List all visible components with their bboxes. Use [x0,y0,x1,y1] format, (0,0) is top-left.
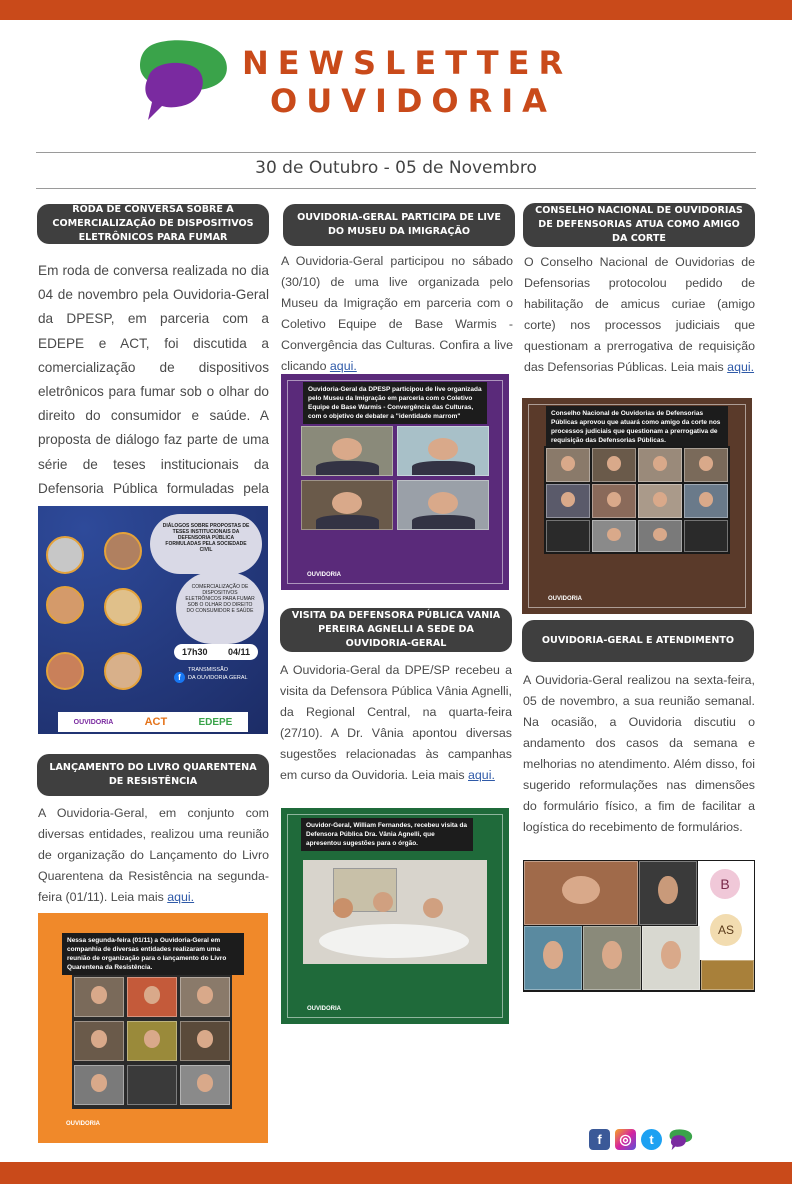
article-visita-body [280,660,512,786]
partner-logos-strip [58,712,248,732]
event-date: 04/11 [227,647,250,657]
live-transmission-label [174,666,258,688]
heading-visita-defensora: VISITA DA DEFENSORA PÚBLICA VANIA PEREIRA AGNELLI A SEDE DA OUVIDORIA-GERAL [280,608,512,652]
event-time: 17h30 [182,647,208,657]
article-atendimento-body: A Ouvidoria-Geral realizou na sexta-feira, 05 de novembro, a sua reunião semanal. Na ocasião, a Ouvidoria discutiu o andamento dos casos da semana e melhorias no atendimento. Além disso, foi sugerido reformulações nas dimensões do formulário físico, a fim de facilitar a logística do recebimento de formulários. [523,673,755,834]
bottom-accent-bar [0,1162,792,1184]
speaker-photo [104,532,142,570]
image-caption: Nessa segunda-feira (01/11) a Ouvidoria-Geral em companhia de diversas entidades realizaram uma reunião de organização para o lançamento do Livro Quarentena da Resistência. [62,933,244,975]
avatar: AS [710,914,742,946]
ouvidoria-logo-icon [134,38,234,124]
image-caption: Conselho Nacional de Ouvidorias de Defensorias Públicas aprovou que atuará como amigo da corte nos processos judiciais que questionam a prerrogativa de requisição das Defensorias Públicas. [546,406,728,448]
speaker-photo [46,586,84,624]
article-live-museu-body [281,251,513,377]
title-line-1: NEWSLETTER [242,44,573,82]
article-link-aqui[interactable]: aqui. [468,768,495,782]
newsletter-title [242,44,622,120]
live-line-1: TRANSMISSÃO [188,667,229,673]
video-call-grid [544,446,730,554]
visita-defensora-image [281,808,509,1024]
ouvidoria-chat-icon[interactable] [668,1128,694,1152]
article-text: A Ouvidoria-Geral, em conjunto com diversas entidades, realizou uma reunião de organização do Lançamento do Livro Quarentena da Resistência na segunda-feira (01/11). Leia mais [38,806,269,904]
speaker-photo [104,652,142,690]
video-call-grid [72,975,232,1109]
heading-roda-de-conversa: RODA DE CONVERSA SOBRE A COMERCIALIZAÇÃO DE DISPOSITIVOS ELETRÔNICOS PARA FUMAR [37,204,269,244]
heading-lancamento-livro: LANÇAMENTO DO LIVRO QUARENTENA DE RESISTÊNCIA [37,754,269,796]
logo-ouvidoria: OUVIDORIA [73,718,114,726]
article-text: Em roda de conversa realizada no dia 04 de novembro pela Ouvidoria-Geral da DPESP, em parceria com a EDEPE e ACT, foi discutida a comercialização de dispositivos eletrônicos para fumar sob o olhar do direito do consumidor e saúde. A proposta de diálogo faz parte de uma série de teses institucionais da Defensoria Pública formuladas pela [38,263,269,496]
lancamento-livro-image [38,913,268,1143]
heading-conselho-nacional: CONSELHO NACIONAL DE OUVIDORIAS DE DEFENSORIAS ATUA COMO AMIGO DA CORTE [523,203,755,247]
facebook-icon: f [174,672,185,683]
image-brand: OUVIDORIA [307,572,342,578]
article-conselho-body [524,252,755,378]
image-brand: OUVIDORIA [548,596,583,602]
image-brand: OUVIDORIA [66,1121,101,1127]
article-link-aqui[interactable]: aqui. [167,890,195,904]
logo-act: ACT [144,716,168,728]
article-lancamento-body [38,803,269,908]
article-text: O Conselho Nacional de Ouvidorias de Defensorias protocolou pedido de habilitação de amicus curiae (amigo corte) nos processos judiciais que questionam a prerrogativa de requisição das Defensorias Públicas. Leia mais [524,255,755,374]
bubble-tema: COMERCIALIZAÇÃO DE DISPOSITIVOS ELETRÔNICOS PARA FUMAR SOB O OLHAR DO DIREITO DO CONSUMIDOR E SAÚDE [176,572,264,644]
article-text: A Ouvidoria-Geral da DPE/SP recebeu a visita da Defensora Pública Vânia Agnelli, da Regional Central, na quarta-feira (27/10). A Dr. Vânia apontou diversas sugestões relacionadas às campanhas em curso da Ouvidoria. Leia mais [280,663,512,782]
live-line-2: DA OUVIDORIA GERAL [188,675,248,681]
article-link-aqui[interactable]: aqui. [727,360,755,374]
speaker-photo [46,652,84,690]
image-caption: Ouvidor-Geral, William Fernandes, recebeu visita da Defensora Pública Dra. Vânia Agnelli, que apresentou sugestões para o órgão. [301,818,473,851]
image-brand: OUVIDORIA [307,1006,342,1012]
meeting-photo [303,860,487,964]
twitter-icon[interactable]: t [641,1129,662,1150]
article-text: A Ouvidoria-Geral participou no sábado (30/10) de uma live organizada pelo Museu da Imigração em parceria com o Coletivo Equipe de Base Warmis - Convergência das Culturas. Confira a live clicando [281,254,513,373]
image-caption: Ouvidoria-Geral da DPESP participou de live organizada pelo Museu da Imigração em parceria com o Coletivo Equipe de Base Warmis - Convergência das Culturas, com o objetivo de debater a "identidade marrom" [303,382,487,424]
heading-ouvidoria-atendimento: OUVIDORIA-GERAL E ATENDIMENTO [522,620,754,662]
logo-edepe: EDEPE [198,716,233,728]
avatar: B [710,869,740,899]
bubble-dialogos: DIÁLOGOS SOBRE PROPOSTAS DE TESES INSTITUCIONAIS DA DEFENSORIA PÚBLICA FORMULADAS PELA SOCIEDADE CIVIL [150,514,262,574]
instagram-icon[interactable]: ◎ [615,1129,636,1150]
conselho-nacional-image [522,398,752,614]
article-roda-de-conversa-body [38,259,269,525]
event-time-badge [174,644,258,660]
header-rule-bottom [36,188,756,189]
top-accent-bar [0,0,792,20]
live-museu-image [281,374,509,590]
heading-live-museu: OUVIDORIA-GERAL PARTICIPA DE LIVE DO MUSEU DA IMIGRAÇÃO [283,204,515,246]
reuniao-semanal-image [523,860,755,992]
article-link-aqui[interactable]: aqui. [329,359,357,373]
speaker-photo [104,588,142,626]
facebook-icon[interactable]: f [589,1129,610,1150]
speaker-photo [46,536,84,574]
date-range: 30 de Outubro - 05 de Novembro [255,158,537,178]
title-line-2: OUVIDORIA [270,82,556,120]
header-rule-top [36,152,756,153]
roda-de-conversa-image [38,506,268,734]
